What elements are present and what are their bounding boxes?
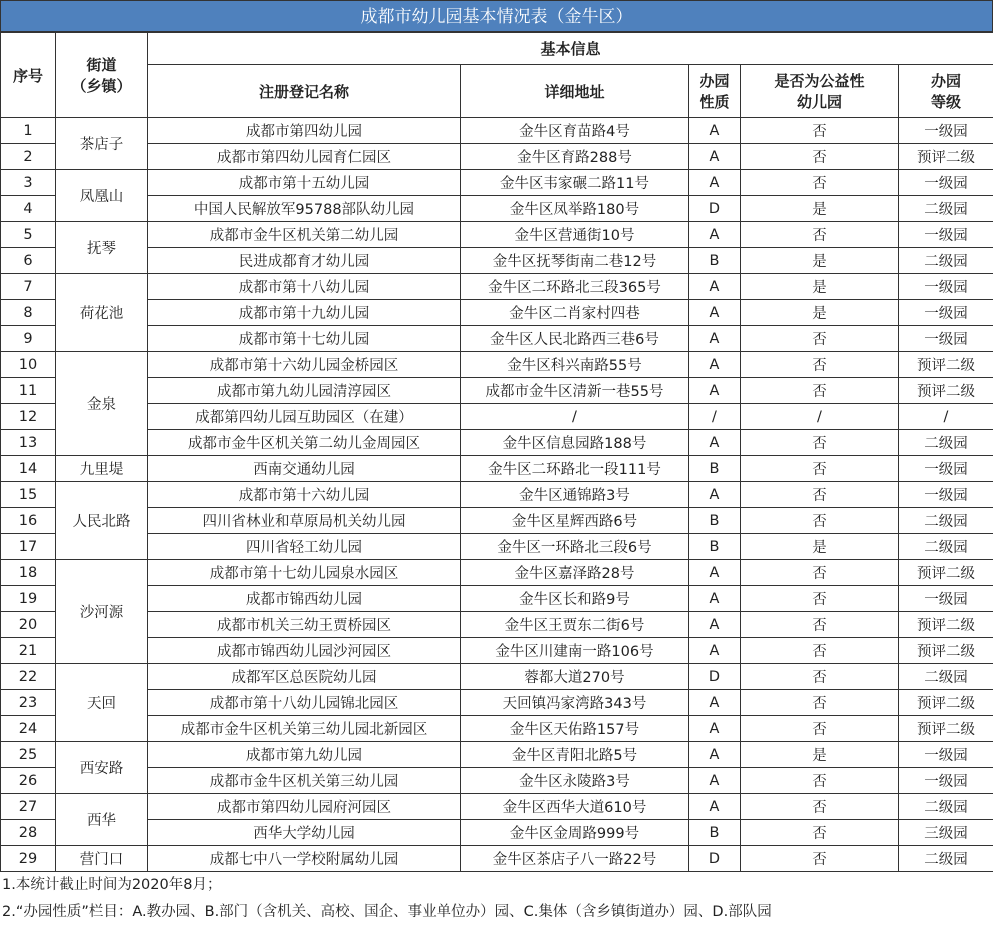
header-basic-info: 基本信息 (148, 33, 993, 65)
level-cell: 二级园 (899, 430, 993, 456)
public-welfare-cell: 否 (741, 508, 899, 534)
address-cell: 金牛区嘉泽路28号 (461, 560, 689, 586)
address-cell: 金牛区天佑路157号 (461, 716, 689, 742)
nature-cell: A (689, 482, 741, 508)
address-cell: 金牛区金周路999号 (461, 820, 689, 846)
level-cell: 三级园 (899, 820, 993, 846)
nature-cell: B (689, 248, 741, 274)
notes (0, 872, 993, 926)
table-row (1, 274, 993, 300)
nature-cell: A (689, 300, 741, 326)
street-cell: 西安路 (56, 742, 148, 794)
table-row (1, 352, 993, 378)
table-row (1, 820, 993, 846)
public-welfare-cell: 是 (741, 274, 899, 300)
table-row (1, 664, 993, 690)
kindergarten-name-cell: 成都市第十九幼儿园 (148, 300, 461, 326)
level-cell: 一级园 (899, 456, 993, 482)
header-public: 是否为公益性 幼儿园 (741, 65, 899, 118)
row-index-cell: 5 (1, 222, 56, 248)
nature-cell: B (689, 534, 741, 560)
street-cell: 九里堤 (56, 456, 148, 482)
kindergarten-name-cell: 民进成都育才幼儿园 (148, 248, 461, 274)
address-cell: 金牛区青阳北路5号 (461, 742, 689, 768)
level-cell: 预评二级 (899, 638, 993, 664)
level-cell: 一级园 (899, 118, 993, 144)
table-row (1, 378, 993, 404)
nature-cell: A (689, 560, 741, 586)
public-welfare-cell: 是 (741, 742, 899, 768)
address-cell: 金牛区凤举路180号 (461, 196, 689, 222)
note-2: 2.“办园性质”栏目：A.教办园、B.部门（含机关、高校、国企、事业单位办）园、C.集体（含乡镇街道办）园、D.部队园 (2, 904, 772, 920)
nature-cell: A (689, 638, 741, 664)
row-index-cell: 15 (1, 482, 56, 508)
table-row (1, 716, 993, 742)
row-index-cell: 8 (1, 300, 56, 326)
public-welfare-cell: 否 (741, 690, 899, 716)
address-cell: 蓉都大道270号 (461, 664, 689, 690)
row-index-cell: 12 (1, 404, 56, 430)
address-cell: 金牛区人民北路西三巷6号 (461, 326, 689, 352)
table-row (1, 248, 993, 274)
header-address: 详细地址 (461, 65, 689, 118)
note-1: 1.本统计截止时间为2020年8月； (2, 877, 222, 893)
level-cell: 二级园 (899, 508, 993, 534)
kindergarten-name-cell: 西华大学幼儿园 (148, 820, 461, 846)
table-row (1, 196, 993, 222)
level-cell: 二级园 (899, 196, 993, 222)
nature-cell: / (689, 404, 741, 430)
row-index-cell: 26 (1, 768, 56, 794)
table-row (1, 430, 993, 456)
row-index-cell: 20 (1, 612, 56, 638)
nature-cell: A (689, 352, 741, 378)
nature-cell: D (689, 664, 741, 690)
nature-cell: A (689, 690, 741, 716)
nature-cell: A (689, 170, 741, 196)
public-welfare-cell: 否 (741, 716, 899, 742)
public-welfare-cell: 否 (741, 794, 899, 820)
row-index-cell: 16 (1, 508, 56, 534)
address-cell: 金牛区通锦路3号 (461, 482, 689, 508)
table-row (1, 118, 993, 144)
row-index-cell: 29 (1, 846, 56, 872)
nature-cell: A (689, 768, 741, 794)
level-cell: 一级园 (899, 482, 993, 508)
street-cell: 沙河源 (56, 560, 148, 664)
level-cell: 一级园 (899, 274, 993, 300)
kindergarten-name-cell: 成都市第四幼儿园育仁园区 (148, 144, 461, 170)
street-cell: 西华 (56, 794, 148, 846)
level-cell: 预评二级 (899, 560, 993, 586)
public-welfare-cell: 否 (741, 820, 899, 846)
public-welfare-cell: 否 (741, 170, 899, 196)
address-cell: 金牛区育路288号 (461, 144, 689, 170)
row-index-cell: 14 (1, 456, 56, 482)
level-cell: 一级园 (899, 768, 993, 794)
table-row (1, 534, 993, 560)
nature-cell: D (689, 196, 741, 222)
street-cell: 茶店子 (56, 118, 148, 170)
nature-cell: B (689, 456, 741, 482)
level-cell: 一级园 (899, 170, 993, 196)
kindergarten-name-cell: 成都市金牛区机关第三幼儿园北新园区 (148, 716, 461, 742)
nature-cell: D (689, 846, 741, 872)
row-index-cell: 18 (1, 560, 56, 586)
address-cell: 金牛区信息园路188号 (461, 430, 689, 456)
row-index-cell: 6 (1, 248, 56, 274)
address-cell: 金牛区茶店子八一路22号 (461, 846, 689, 872)
address-cell: 金牛区二环路北一段111号 (461, 456, 689, 482)
row-index-cell: 25 (1, 742, 56, 768)
kindergarten-name-cell: 成都第四幼儿园互助园区（在建） (148, 404, 461, 430)
public-welfare-cell: 否 (741, 638, 899, 664)
nature-cell: A (689, 144, 741, 170)
street-cell: 天回 (56, 664, 148, 742)
kindergarten-name-cell: 成都市第十八幼儿园 (148, 274, 461, 300)
street-cell: 人民北路 (56, 482, 148, 560)
kindergarten-name-cell: 成都市金牛区机关第三幼儿园 (148, 768, 461, 794)
row-index-cell: 22 (1, 664, 56, 690)
address-cell: 金牛区育苗路4号 (461, 118, 689, 144)
row-index-cell: 1 (1, 118, 56, 144)
kindergarten-name-cell: 四川省轻工幼儿园 (148, 534, 461, 560)
level-cell: 二级园 (899, 664, 993, 690)
row-index-cell: 21 (1, 638, 56, 664)
kindergarten-name-cell: 成都市第九幼儿园清淳园区 (148, 378, 461, 404)
nature-cell: A (689, 794, 741, 820)
street-cell: 荷花池 (56, 274, 148, 352)
public-welfare-cell: 否 (741, 482, 899, 508)
nature-cell: A (689, 430, 741, 456)
level-cell: 预评二级 (899, 612, 993, 638)
kindergarten-name-cell: 成都市第九幼儿园 (148, 742, 461, 768)
table-row (1, 404, 993, 430)
kindergarten-name-cell: 成都市第四幼儿园 (148, 118, 461, 144)
address-cell: 金牛区韦家碾二路11号 (461, 170, 689, 196)
table-row (1, 144, 993, 170)
row-index-cell: 13 (1, 430, 56, 456)
kindergarten-name-cell: 西南交通幼儿园 (148, 456, 461, 482)
level-cell: 预评二级 (899, 144, 993, 170)
public-welfare-cell: 否 (741, 352, 899, 378)
header-nature: 办园 性质 (689, 65, 741, 118)
header-index: 序号 (1, 33, 56, 118)
nature-cell: A (689, 612, 741, 638)
public-welfare-cell: 否 (741, 560, 899, 586)
public-welfare-cell: 是 (741, 196, 899, 222)
address-cell: 金牛区星辉西路6号 (461, 508, 689, 534)
public-welfare-cell: 否 (741, 326, 899, 352)
kindergarten-name-cell: 成都市金牛区机关第二幼儿园 (148, 222, 461, 248)
row-index-cell: 7 (1, 274, 56, 300)
table-row (1, 638, 993, 664)
address-cell: 金牛区二肖家村四巷 (461, 300, 689, 326)
public-welfare-cell: 否 (741, 456, 899, 482)
row-index-cell: 17 (1, 534, 56, 560)
row-index-cell: 11 (1, 378, 56, 404)
street-cell: 抚琴 (56, 222, 148, 274)
level-cell: 二级园 (899, 248, 993, 274)
public-welfare-cell: 否 (741, 222, 899, 248)
table-row (1, 326, 993, 352)
kindergarten-name-cell: 成都市第十七幼儿园泉水园区 (148, 560, 461, 586)
nature-cell: B (689, 508, 741, 534)
public-welfare-cell: / (741, 404, 899, 430)
address-cell: 金牛区长和路9号 (461, 586, 689, 612)
level-cell: 一级园 (899, 222, 993, 248)
kindergarten-name-cell: 成都市锦西幼儿园沙河园区 (148, 638, 461, 664)
street-cell: 凤凰山 (56, 170, 148, 222)
nature-cell: A (689, 222, 741, 248)
nature-cell: A (689, 716, 741, 742)
address-cell: 金牛区科兴南路55号 (461, 352, 689, 378)
level-cell: 一级园 (899, 300, 993, 326)
kindergarten-name-cell: 成都市金牛区机关第二幼儿金周园区 (148, 430, 461, 456)
level-cell: / (899, 404, 993, 430)
level-cell: 预评二级 (899, 690, 993, 716)
kindergarten-name-cell: 成都市锦西幼儿园 (148, 586, 461, 612)
level-cell: 一级园 (899, 586, 993, 612)
address-cell: 金牛区永陵路3号 (461, 768, 689, 794)
public-welfare-cell: 否 (741, 430, 899, 456)
address-cell: 金牛区一环路北三段6号 (461, 534, 689, 560)
header-street: 街道 （乡镇） (56, 33, 148, 118)
public-welfare-cell: 否 (741, 612, 899, 638)
public-welfare-cell: 否 (741, 846, 899, 872)
table-row (1, 768, 993, 794)
address-cell: 金牛区二环路北三段365号 (461, 274, 689, 300)
level-cell: 二级园 (899, 794, 993, 820)
nature-cell: A (689, 326, 741, 352)
header-name: 注册登记名称 (148, 65, 461, 118)
row-index-cell: 10 (1, 352, 56, 378)
public-welfare-cell: 是 (741, 534, 899, 560)
nature-cell: A (689, 742, 741, 768)
level-cell: 二级园 (899, 534, 993, 560)
address-cell: / (461, 404, 689, 430)
row-index-cell: 23 (1, 690, 56, 716)
public-welfare-cell: 是 (741, 248, 899, 274)
level-cell: 二级园 (899, 846, 993, 872)
nature-cell: A (689, 378, 741, 404)
table-row (1, 508, 993, 534)
address-cell: 金牛区抚琴街南二巷12号 (461, 248, 689, 274)
kindergarten-name-cell: 成都市第十七幼儿园 (148, 326, 461, 352)
level-cell: 一级园 (899, 742, 993, 768)
public-welfare-cell: 否 (741, 664, 899, 690)
street-cell: 营门口 (56, 846, 148, 872)
public-welfare-cell: 是 (741, 300, 899, 326)
nature-cell: A (689, 586, 741, 612)
table-row (1, 482, 993, 508)
table-row (1, 586, 993, 612)
public-welfare-cell: 否 (741, 144, 899, 170)
row-index-cell: 27 (1, 794, 56, 820)
row-index-cell: 19 (1, 586, 56, 612)
row-index-cell: 24 (1, 716, 56, 742)
level-cell: 预评二级 (899, 378, 993, 404)
kindergarten-name-cell: 成都市第十五幼儿园 (148, 170, 461, 196)
table-row (1, 612, 993, 638)
level-cell: 预评二级 (899, 716, 993, 742)
kindergarten-name-cell: 成都市第十六幼儿园金桥园区 (148, 352, 461, 378)
address-cell: 金牛区王贾东二街6号 (461, 612, 689, 638)
address-cell: 成都市金牛区清新一巷55号 (461, 378, 689, 404)
kindergarten-name-cell: 四川省林业和草原局机关幼儿园 (148, 508, 461, 534)
nature-cell: A (689, 118, 741, 144)
table-row (1, 742, 993, 768)
table-row (1, 222, 993, 248)
address-cell: 金牛区川建南一路106号 (461, 638, 689, 664)
level-cell: 预评二级 (899, 352, 993, 378)
table-row (1, 560, 993, 586)
table-title: 成都市幼儿园基本情况表（金牛区） (0, 0, 993, 32)
table-row (1, 456, 993, 482)
kindergarten-name-cell: 成都市第十八幼儿园锦北园区 (148, 690, 461, 716)
table-row (1, 690, 993, 716)
row-index-cell: 9 (1, 326, 56, 352)
level-cell: 一级园 (899, 326, 993, 352)
table-row (1, 170, 993, 196)
kindergarten-name-cell: 中国人民解放军95788部队幼儿园 (148, 196, 461, 222)
street-cell: 金泉 (56, 352, 148, 456)
public-welfare-cell: 否 (741, 118, 899, 144)
nature-cell: A (689, 274, 741, 300)
address-cell: 金牛区西华大道610号 (461, 794, 689, 820)
row-index-cell: 2 (1, 144, 56, 170)
public-welfare-cell: 否 (741, 586, 899, 612)
address-cell: 金牛区营通街10号 (461, 222, 689, 248)
kindergarten-name-cell: 成都七中八一学校附属幼儿园 (148, 846, 461, 872)
public-welfare-cell: 否 (741, 768, 899, 794)
header-level: 办园 等级 (899, 65, 993, 118)
table-row (1, 300, 993, 326)
table-row (1, 794, 993, 820)
row-index-cell: 3 (1, 170, 56, 196)
nature-cell: B (689, 820, 741, 846)
kindergarten-name-cell: 成都市第十六幼儿园 (148, 482, 461, 508)
kindergarten-name-cell: 成都军区总医院幼儿园 (148, 664, 461, 690)
kindergarten-table (0, 32, 993, 872)
address-cell: 天回镇冯家湾路343号 (461, 690, 689, 716)
row-index-cell: 4 (1, 196, 56, 222)
kindergarten-name-cell: 成都市第四幼儿园府河园区 (148, 794, 461, 820)
kindergarten-name-cell: 成都市机关三幼王贾桥园区 (148, 612, 461, 638)
public-welfare-cell: 否 (741, 378, 899, 404)
row-index-cell: 28 (1, 820, 56, 846)
table-row (1, 846, 993, 872)
